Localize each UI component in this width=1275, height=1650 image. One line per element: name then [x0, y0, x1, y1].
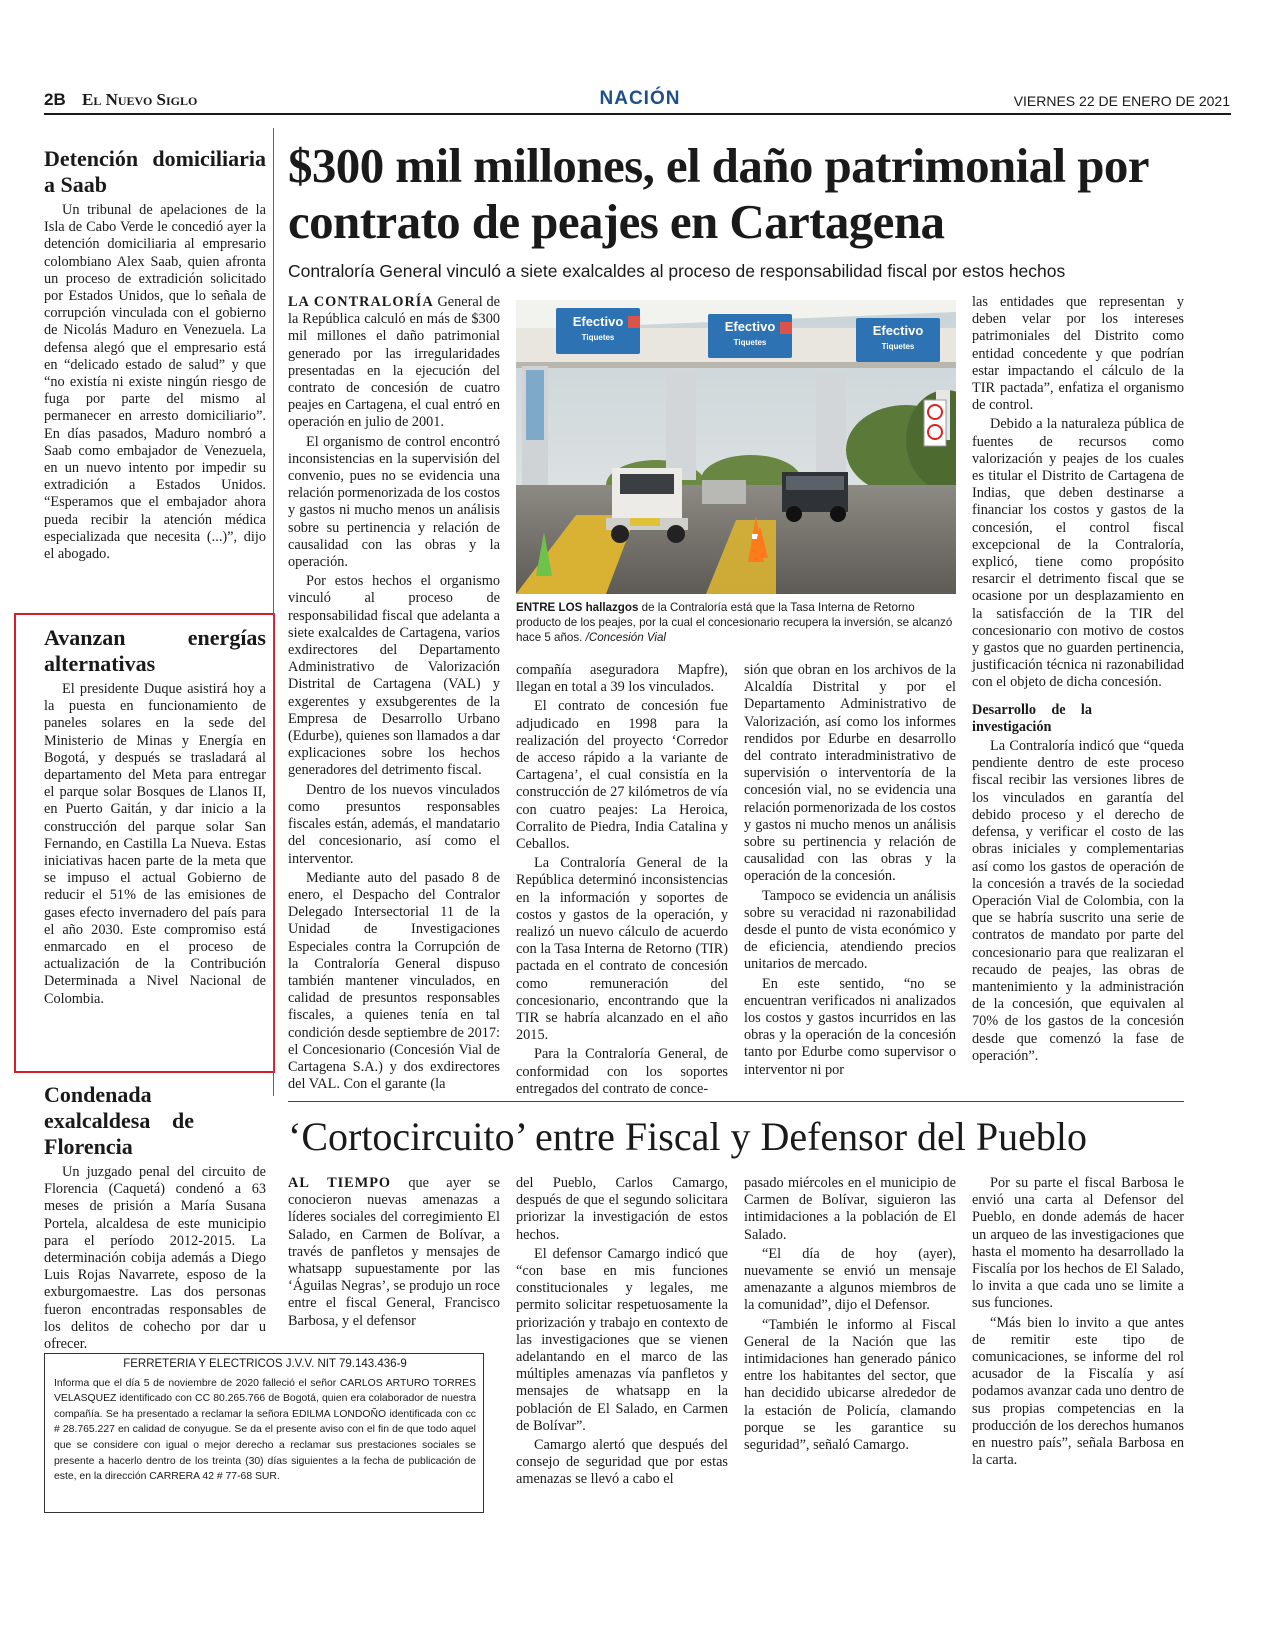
article2-col1	[288, 1175, 500, 1332]
article1-paragraph: Por estos hechos el organismo vinculó al proceso de responsabilidad fiscal que adelanta a siete exalcaldes de Cartagena, varios exdirectores del Departamento Administrativo de Valorización Distrital de Cartagena (VAL) y exgerentes y exsubgerentes de la Empresa de Desarrollo Urbano (Edurbe), quienes son llamados a dar explicaciones sobre los hechos generadores del detrimento fiscal.	[288, 573, 501, 779]
article-divider	[288, 1101, 1184, 1102]
toll-sign-sub: Tiquetes	[733, 338, 767, 347]
article1-col4	[972, 294, 1184, 1067]
article1-paragraph: General de la República calculó en más de $300 mil millones el daño patrimonial generado por las irregularidades presentadas en la ejecución del contrato de concesión de cuatro peajes en Cartagena, el cual entró en operación en julio de 2001.	[288, 294, 501, 431]
article1-paragraph: En este sentido, “no se encuentran verificados ni analizados los costos y gastos incurridos en las obras y la operación de la concesión tanto por Edurbe como supervisor o interventor ni por	[744, 975, 956, 1078]
article1-paragraph: El organismo de control encontró inconsistencias en la supervisión del convenio, pues no se evidencia una relación pormenorizada de los costos y gastos ni mucho menos un análisis sobre su pertinencia y relación de causalidad con las obras y la operación.	[288, 433, 500, 571]
article1-deck: Contraloría General vinculó a siete exalcaldes al proceso de responsabilidad fiscal por estos hechos	[288, 261, 1066, 281]
photo-caption-text: de la Contraloría está que la Tasa Interna de Retorno producto de los peajes, por la cual el concesionario recupera la inversión, se alcanzó hace 5 años.	[516, 601, 953, 644]
article2-paragraph: “El día de hoy (ayer), nuevamente se envió un mensaje amenazante a algunos miembros de la comunidad”, dijo el Defensor.	[744, 1245, 956, 1314]
toll-sign-2: Efectivo	[724, 319, 776, 334]
sidebar-story-body: Un tribunal de apelaciones de la Isla de Cabo Verde le concedió ayer la detención domiciliaria al empresario colombiano Alex Saab, quien afronta un proceso de extradición solicitado por Estados Unidos, que lo señala de corrupción vinculada con el gobierno de Nicolás Maduro en Venezuela. La defensa alegó que el empresario está en “delicado estado de salud” y que “no existía ni existe ningún riesgo de fuga por parte del mismo al permanecer en arresto domiciliario”. En días pasados, Maduro nombró a Saab como embajador de Venezuela, en un nuevo intento por impedir su extradición a Estados Unidos. “Esperamos que el embajador ahora pueda recibir la atención médica especializada que necesita (...)”, dijo el abogado.	[44, 202, 266, 563]
legal-notice-body: Informa que el día 5 de noviembre de 2020 falleció el señor CARLOS ARTURO TORRES VELASQUEZ identificado con CC 80.265.766 de Bogotá, quien era colaborador de nuestra compañía. Se ha presentado a reclamar la señora EDILMA LONDOÑO identificada con cc # 28.765.227 en calidad de conyugue. Se da el presente aviso con el fin de que todo aquel que se considere con igual o mejor derecho a reclamar sus prestaciones sociales se presente a hacerlo dentro de los treinta (30) días siguientes a la fecha de publicación de este, en la dirección CARRERA 42 # 77-68 SUR.	[54, 1377, 476, 1483]
sidebar-story-saab	[44, 146, 266, 565]
article2-col2	[516, 1175, 728, 1491]
masthead: El Nuevo Siglo	[82, 90, 198, 109]
article2-col3	[744, 1175, 956, 1456]
article1-paragraph: compañía aseguradora Mapfre), llegan en total a 39 los vinculados.	[516, 662, 728, 696]
photo-credit: /Concesión Vial	[585, 631, 666, 644]
article1-col3	[744, 662, 956, 1081]
toll-booth-illustration	[516, 300, 956, 594]
section-name: NACIÓN	[599, 88, 681, 109]
article1-paragraph: La Contraloría indicó que “queda pendiente dentro de este proceso fiscal recibir las versiones libres de los vinculados en garantía del debido proceso y el derecho de defensa, y verificar el costo de las obras iniciales y complementarias así como los gastos de operación de la concesión a través de la sociedad Operación Vial de Colombia, con la que se habría suscrito una serie de contratos de mandato por parte del concesionario para que realizaran el recaudo de peajes, las obras de mantenimiento y la administración de la concesión, que equivalen al 70% de los gastos de la concesión desde que comenzó la fase de operación”.	[972, 738, 1184, 1064]
article2-paragraph: “También le informo al Fiscal General de la Nación que las intimidaciones han generado pánico entre los habitantes del sector, que han decidido ubicarse alrededor de la estación de Policía, clamando porque se les garantice su seguridad”, señaló Camargo.	[744, 1316, 956, 1454]
toll-sign-1: Efectivo	[572, 314, 624, 329]
legal-notice-title: FERRETERIA Y ELECTRICOS J.V.V. NIT 79.143.436-9	[123, 1358, 407, 1370]
article1-paragraph: El contrato de concesión fue adjudicado en 1998 para la realización del proyecto ‘Corredor de acceso rápido a la variante de Cartagena’, el cual consistía en la construcción de 27 kilómetros de vía con cuatro peajes: La Heroica, Corralito de Piedra, India Catalina y Ceballos.	[516, 698, 728, 853]
article1-headline: $300 mil millones, el daño patrimonial por contrato de peajes en Cartagena	[288, 138, 1149, 249]
article1-paragraph: Debido a la naturaleza pública de fuentes de recursos como valorización y peajes de los cuales es titular el Distrito de Cartagena de Indias, que deben destinarse a financiar los costos y gastos de la concesión, el control fiscal excepcional de la Contraloría, explicó, tiene como propósito resarcir el detrimento fiscal que se ocasione por un desplazamiento en la satisfacción de la TIR del concesionario con motivo de costos y gastos que no guarden pertinencia, justificación técnica ni razonabilidad con el objeto de dicha concesión.	[972, 416, 1184, 691]
sidebar-story-title: Avanzan energías alternativas	[44, 625, 266, 676]
toll-booth-photo	[516, 300, 956, 594]
article1-paragraph: Para la Contraloría General, de conformidad con los soportes entregados del contrato de conce-	[516, 1046, 728, 1097]
article2-paragraph: Por su parte el fiscal Barbosa le envió una carta al Defensor del Pueblo, en donde además de hacer un arqueo de las investigaciones que hasta el momento ha desarrollado la Fiscalía por los hechos de El Salado, lo invita a que cada uno se limite a sus funciones.	[972, 1175, 1184, 1312]
article2-paragraph: pasado miércoles en el municipio de Carmen de Bolívar, siguieron las intimidaciones a la población de El Salado.	[744, 1175, 956, 1243]
article1-col1	[288, 294, 500, 1095]
article1-subhead: Desarrollo de la investigación	[972, 701, 1092, 735]
article2-paragraph: “Más bien lo invito a que antes de remitir este tipo de comunicaciones, se informe del rol acusador de la Fiscalía y así podamos avanzar cada uno dentro de sus propias competencias en la producción de los derechos humanos en nuestro país”, señala Barbosa en la carta.	[972, 1314, 1184, 1469]
sidebar-story-title: Detención domiciliaria a Saab	[44, 146, 266, 197]
sidebar-story-body: El presidente Duque asistirá hoy a la puesta en funcionamiento de paneles solares en la sede del Ministerio de Minas y Energía en Bogotá, y después se trasladará al departamento del Meta para entregar el parque solar Bosques de Llanos II, en Puerto Gaitán, y dar inicio a la construcción del parque solar San Fernando, en Castilla La Nueva. Estas iniciativas hacen parte de la meta que se impuso el actual Gobierno de reducir el 51% de las emisiones de gases efecto invernadero del país para el año 2030. Este compromiso está enmarcado en el proceso de actualización de la Contribución Determinada a Nivel Nacional de Colombia.	[44, 681, 266, 1007]
issue-date: VIERNES 22 DE ENERO DE 2021	[1013, 93, 1230, 109]
photo-caption-lead: ENTRE LOS hallazgos	[516, 601, 639, 614]
article2-col4	[972, 1175, 1184, 1471]
article2-paragraph: que ayer se conocieron nuevas amenazas a líderes sociales del corregimiento El Salado, en Carmen de Bolívar, a través de panfletos y mensajes de whatsapp supuestamente por las ‘Águilas Negras’, se produjo un roce entre el fiscal General, Francisco Barbosa, y el defensor	[288, 1175, 500, 1329]
page-number: 2B	[44, 90, 66, 109]
article1-lead: LA CONTRALORÍA	[288, 294, 434, 310]
toll-sign-sub: Tiquetes	[881, 342, 915, 351]
article2-headline: ‘Cortocircuito’ entre Fiscal y Defensor del Pueblo	[288, 1114, 1088, 1159]
article1-paragraph: Tampoco se evidencia un análisis sobre su veracidad ni razonabilidad desde el punto de vista económico y de eficiencia, atendiendo precios unitarios de mercado.	[744, 887, 956, 973]
sidebar-story-body: Un juzgado penal del circuito de Florencia (Caquetá) condenó a 63 meses de prisión a María Susana Portela, alcaldesa de este municipio para el período 2012-2015. La determinación cobija además a Diego Luis Rojas Navarrete, esposo de la exburgomaestre. Las dos personas fueron encontradas responsables de los delitos de cohecho por dar u ofrecer.	[44, 1164, 266, 1353]
article1-paragraph: Dentro de los nuevos vinculados como presuntos responsables fiscales están, además, el mandatario del concesionario, así como el interventor.	[288, 781, 500, 867]
sidebar-divider	[273, 128, 274, 1096]
article1-paragraph: las entidades que representan y deben velar por los intereses patrimoniales del Distrito como entidad concedente y que podrían estar impactando el cálculo de la TIR pactada”, enfatiza el organismo de control.	[972, 294, 1184, 414]
sidebar-story-florencia	[44, 1082, 266, 1355]
article1-col2	[516, 662, 728, 1100]
legal-notice	[54, 1357, 476, 1485]
sidebar-story-energy	[44, 625, 266, 1010]
header-rule	[44, 113, 1231, 115]
article2-paragraph: Camargo alertó que después del consejo de seguridad que por estas amenazas se llevó a cabo el	[516, 1437, 728, 1488]
article1-paragraph: Mediante auto del pasado 8 de enero, el Despacho del Contralor Delegado Intersectorial 11 de la Unidad de Investigaciones Especiales contra la Corrupción de la Contraloría General dispuso también mantener vinculados, en calidad de presuntos responsables fiscales, a quienes tenía en tal condición desde septiembre de 2017: el Concesionario (Concesión Vial de Cartagena S.A.) y dos exdirectores del VAL. Con el garante (la	[288, 869, 501, 1093]
article2-paragraph: del Pueblo, Carlos Camargo, después de que el segundo solicitara priorizar la investigación de estos hechos.	[516, 1175, 728, 1243]
article2-lead: AL TIEMPO	[288, 1175, 392, 1191]
photo-caption	[516, 600, 956, 645]
toll-sign-sub: Tiquetes	[581, 333, 615, 342]
toll-sign-3: Efectivo	[872, 323, 924, 338]
article1-paragraph: sión que obran en los archivos de la Alcaldía Distrital y por el Departamento Administrativo de Valorización, así como los informes rendidos por Edurbe en desarrollo del contrato interadministrativo de supervisión o interventoría de la concesión vial, no se evidencia una relación pormenorizada de los costos y gastos ni mucho menos un análisis sobre su pertinencia y relación de causalidad con las obras y la operación de la concesión.	[744, 662, 956, 885]
article2-paragraph: El defensor Camargo indicó que “con base en mis funciones constitucionales y legales, me permito solicitar respetuosamente la priorización y trabajo en contexto de las investigaciones que se vienen adelantando en el marco de las múltiples amenazas vía panfletos y mensajes de whatsapp en la población de El Salado, en Carmen de Bolívar”.	[516, 1245, 728, 1434]
sidebar-story-title: Condenada exalcaldesa de Florencia	[44, 1082, 194, 1159]
article1-paragraph: La Contraloría General de la República determinó inconsistencias en la información y soportes de costos y gastos de la operación, y realizó un nuevo cálculo de acuerdo con la Tasa Interna de Retorno (TIR) pactada en el contrato de concesión como remuneración del concesionario, encontrando que la TIR se habría alcanzado en el año 2015.	[516, 855, 728, 1044]
